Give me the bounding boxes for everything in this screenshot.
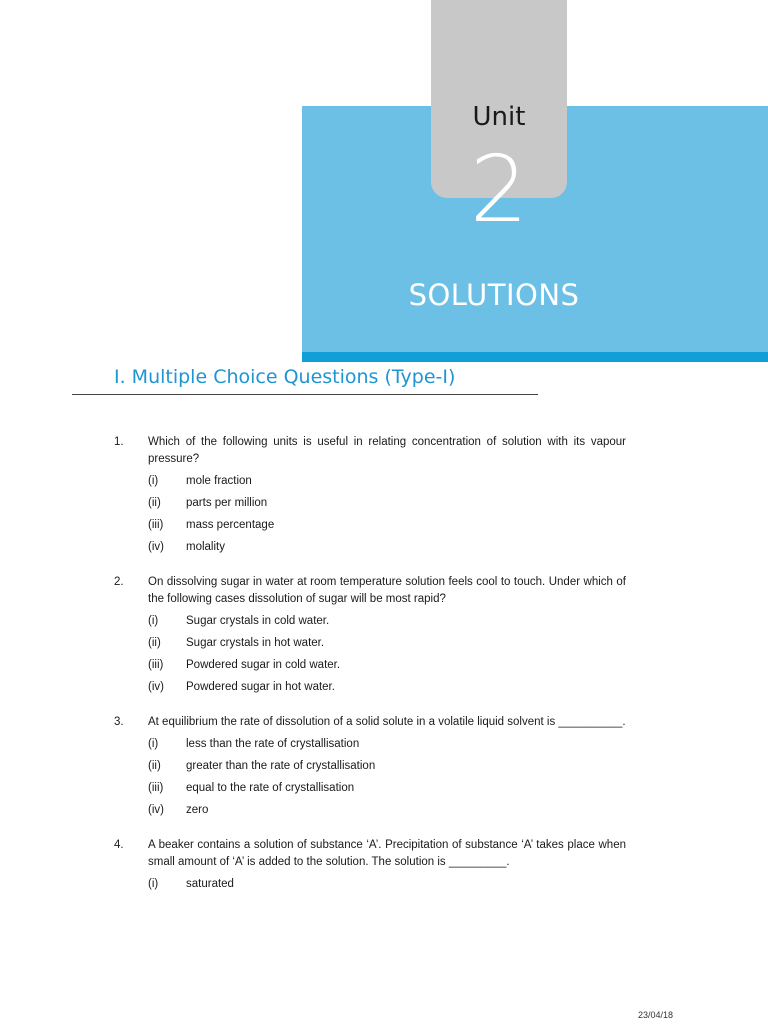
answer-option — [148, 679, 626, 701]
answer-option — [148, 802, 626, 824]
option-text: greater than the rate of crystallisation — [186, 760, 376, 772]
question-body — [148, 714, 626, 824]
option-label: (iv) — [148, 541, 164, 553]
option-text: less than the rate of crystallisation — [186, 738, 360, 750]
option-text: saturated — [186, 878, 234, 890]
answer-option — [148, 495, 626, 517]
question-item — [114, 574, 626, 701]
option-label: (i) — [148, 738, 159, 750]
option-label: (ii) — [148, 637, 161, 649]
answer-option — [148, 539, 626, 561]
question-text: A beaker contains a solution of substance ‘A’. Precipitation of substance ‘A’ takes place when small amount of ‘A’ is added to the solution. The solution is _________. — [148, 839, 626, 868]
question-number: 2. — [114, 576, 124, 588]
answer-option — [148, 517, 626, 539]
section-heading: I. Multiple Choice Questions (Type-I) — [114, 366, 456, 388]
question-number: 1. — [114, 436, 124, 448]
option-text: mole fraction — [186, 475, 252, 487]
option-label: (i) — [148, 475, 159, 487]
answer-option — [148, 635, 626, 657]
question-item — [114, 714, 626, 824]
option-text: zero — [186, 804, 209, 816]
option-label: (iv) — [148, 804, 164, 816]
question-body — [148, 837, 626, 898]
question-body — [148, 574, 626, 701]
answer-option — [148, 758, 626, 780]
answer-option — [148, 657, 626, 679]
answer-option — [148, 736, 626, 758]
option-label: (ii) — [148, 497, 161, 509]
option-text: Powdered sugar in cold water. — [186, 659, 341, 671]
option-label: (ii) — [148, 760, 161, 772]
unit-banner-stripe — [302, 352, 768, 362]
question-item — [114, 434, 626, 561]
question-body — [148, 434, 626, 561]
question-text: Which of the following units is useful in relating concentration of solution with its vapour pressure? — [148, 436, 626, 465]
option-text: equal to the rate of crystallisation — [186, 782, 355, 794]
section-divider — [72, 394, 538, 395]
question-list — [114, 434, 626, 911]
option-text: Sugar crystals in hot water. — [186, 637, 325, 649]
footer-date: 23/04/18 — [638, 1010, 674, 1020]
option-label: (iii) — [148, 519, 164, 531]
option-text: mass percentage — [186, 519, 275, 531]
option-label: (iii) — [148, 782, 164, 794]
unit-number: 2 — [469, 136, 529, 243]
answer-option — [148, 473, 626, 495]
option-label: (iii) — [148, 659, 164, 671]
option-text: Sugar crystals in cold water. — [186, 615, 330, 627]
question-item — [114, 837, 626, 898]
question-number: 3. — [114, 716, 124, 728]
option-label: (i) — [148, 615, 159, 627]
answer-option — [148, 780, 626, 802]
question-number: 4. — [114, 839, 124, 851]
option-text: Powdered sugar in hot water. — [186, 681, 335, 693]
unit-title: SOLUTIONS — [408, 278, 580, 312]
option-label: (iv) — [148, 681, 164, 693]
option-label: (i) — [148, 878, 159, 890]
answer-option — [148, 876, 626, 898]
question-text: On dissolving sugar in water at room temperature solution feels cool to touch. Under which of the following cases dissolution of sugar will be most rapid? — [148, 576, 626, 605]
option-text: molality — [186, 541, 225, 553]
unit-label: Unit — [472, 102, 526, 132]
option-text: parts per million — [186, 497, 268, 509]
answer-option — [148, 613, 626, 635]
question-text: At equilibrium the rate of dissolution of a solid solute in a volatile liquid solvent is __________. — [148, 716, 626, 728]
